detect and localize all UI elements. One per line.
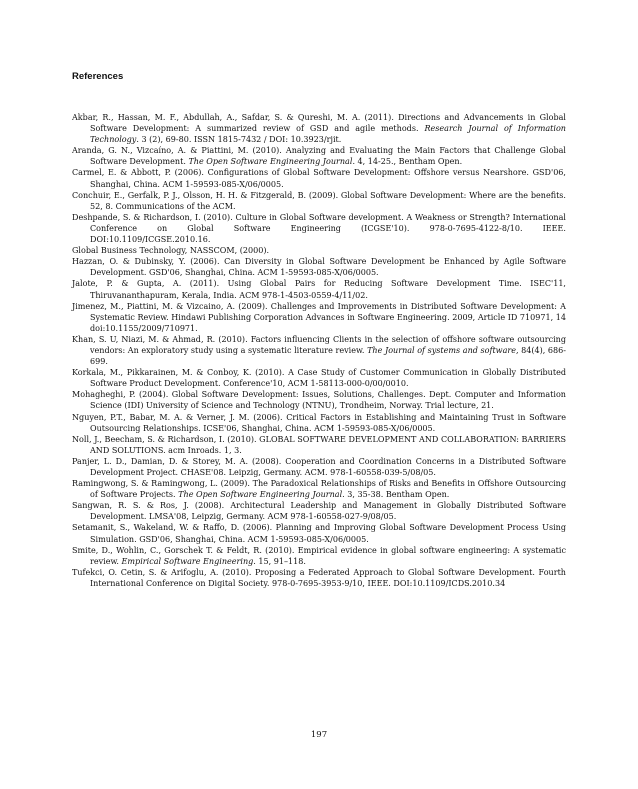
reference-entry: [72, 334, 566, 367]
reference-journal-title: The Open Software Engineering Journal: [178, 490, 343, 500]
reference-text: . 4, 14-25., Bentham Open.: [352, 157, 463, 167]
reference-list: [72, 112, 566, 589]
reference-text: . 3, 35-38. Bentham Open.: [342, 490, 450, 500]
references-heading: References: [72, 71, 124, 82]
reference-text: Jalote, P. & Gupta, A. (2011). Using Global Pairs for Reducing Software Development Time. ISEC'11, Thiruvananthapuram, Kerala, India. ACM 978-1-4503-0559-4/11/02.: [72, 279, 566, 300]
reference-journal-title: Research Journal of Information Technology: [90, 124, 566, 145]
reference-text: Jimenez, M., Piattini, M. & Vizcaino, A. (2009). Challenges and Improvements in Distributed Software Development: A Systematic Review. Hindawi Publishing Corporation Advances in Software Engineering. 2009, Article ID 710971, 14 doi:10.1155/2009/710971.: [72, 301, 566, 333]
reference-entry: [72, 145, 566, 167]
reference-text: Sangwan, R. S. & Ros, J. (2008). Architectural Leadership and Management in Globally Distributed Software Development. LMSA'08, Leipzig, Germany. ACM 978-1-60558-027-9/08/05.: [72, 501, 566, 522]
reference-entry: [72, 434, 566, 456]
reference-text: Khan, S. U, Niazi, M. & Ahmad, R. (2010). Factors influencing Clients in the selection of offshore software outsourcing vendors: An exploratory study using a systematic literature review.: [72, 334, 566, 355]
reference-text: Aranda, G. N., Vizcaíno, A. & Piattini, M. (2010). Analyzing and Evaluating the Main Factors that Challenge Global Software Development.: [72, 146, 566, 167]
reference-text: Noll, J., Beecham, S. & Richardson, I. (2010). GLOBAL SOFTWARE DEVELOPMENT AND COLLABORATION: BARRIERS AND SOLUTIONS. acm Inroads. 1, 3.: [72, 434, 566, 455]
reference-entry: [72, 389, 566, 411]
reference-entry: [72, 112, 566, 145]
reference-entry: [72, 190, 566, 212]
reference-entry: [72, 278, 566, 300]
reference-journal-title: The Open Software Engineering Journal: [188, 157, 353, 167]
reference-text: Smite, D., Wohlin, C., Gorschek T. & Feldt, R. (2010). Empirical evidence in global software engineering: A systematic review.: [72, 545, 566, 566]
reference-text: . 15, 91–118.: [253, 556, 306, 566]
reference-text: Ramingwong, S. & Ramingwong, L. (2009). The Paradoxical Relationships of Risks and Benefits in Offshore Outsourcing of Software Projects.: [72, 479, 566, 500]
reference-entry: [72, 567, 566, 589]
reference-text: , 84(4), 686-699.: [90, 345, 566, 367]
reference-entry: [72, 256, 566, 278]
reference-text: Setamanit, S., Wakeland, W. & Raffo, D. (2006). Planning and Improving Global Software Development Process Using Simulation. GSD'06, Shanghai, China. ACM 1-59593-085-X/06/0005.: [72, 523, 566, 544]
reference-text: Mohagheghi, P. (2004). Global Software Development: Issues, Solutions, Challenges. Dept. Computer and Information Science (IDI) University of Science and Technology (NTNU), Trondheim, Norway. Trial lecture, 21.: [72, 390, 566, 411]
reference-text: Deshpande, S. & Richardson, I. (2010). Culture in Global Software development. A Weakness or Strength? International Conference on Global Software Engineering (ICGSE'10). 978-0-7695-4122-8/10. IEEE. DOI:10.1109/ICGSE.2010.16.: [72, 212, 566, 245]
reference-journal-title: Empirical Software Engineering: [121, 556, 254, 566]
reference-entry: [72, 456, 566, 478]
reference-entry: [72, 478, 566, 500]
reference-text: . 3 (2), 69-80. ISSN 1815-7432 / DOI: 10.3923/rjit.: [136, 135, 342, 145]
reference-text: Tufekci, O. Cetin, S. & Arifoglu, A. (2010). Proposing a Federated Approach to Global Software Development. Fourth International Conference on Digital Society. 978-0-7695-3953-9/10, IEEE. DOI:10.1109/ICDS.2010.34: [72, 567, 566, 588]
reference-text: Panjer, L. D., Damian, D. & Storey, M. A. (2008). Cooperation and Coordination Concerns in a Distributed Software Development Project. CHASE'08. Leipzig, Germany. ACM. 978-1-60558-039-5/08/05.: [72, 456, 566, 477]
reference-text: Korkala, M., Pikkarainen, M. & Conboy, K. (2010). A Case Study of Customer Communication in Globally Distributed Software Product Development. Conference'10, ACM 1-58113-000-0/00/0010.: [72, 368, 566, 389]
reference-text: Global Business Technology, NASSCOM, (2000).: [72, 246, 270, 256]
reference-journal-title: The Journal of systems and software: [367, 345, 516, 355]
reference-text: Nguyen, P.T., Babar, M. A. & Verner, J. M. (2006). Critical Factors in Establishing and Maintaining Trust in Software Outsourcing Relationships. ICSE'06, Shanghai, China. ACM 1-59593-085-X/06/0005.: [72, 412, 566, 433]
reference-entry: [72, 522, 566, 544]
reference-entry: [72, 500, 566, 522]
page-number: 197: [310, 730, 328, 740]
reference-entry: [72, 412, 566, 434]
reference-entry: [72, 545, 566, 567]
reference-entry: [72, 367, 566, 389]
reference-text: Conchuir, E., Gerfalk, P. J., Olsson, H. H. & Fitzgerald, B. (2009). Global Software Development: Where are the benefits. 52, 8. Communications of the ACM.: [72, 190, 566, 211]
reference-entry: [72, 167, 566, 189]
reference-entry: [72, 245, 566, 256]
reference-text: Akbar, R., Hassan, M. F., Abdullah, A., Safdar, S. & Qureshi, M. A. (2011). Directions and Advancements in Global Software Development: A summarized review of GSD and agile methods.: [72, 113, 566, 134]
reference-text: Hazzan, O. & Dubinsky, Y. (2006). Can Diversity in Global Software Development be Enhanced by Agile Software Development. GSD'06, Shanghai, China. ACM 1-59593-085-X/06/0005.: [72, 257, 566, 278]
reference-entry: [72, 212, 566, 245]
reference-text: Carmel, E. & Abbott, P. (2006). Configurations of Global Software Development: Offshore versus Nearshore. GSD'06, Shanghai, China. ACM 1-59593-085-X/06/0005.: [72, 168, 566, 189]
reference-entry: [72, 301, 566, 334]
